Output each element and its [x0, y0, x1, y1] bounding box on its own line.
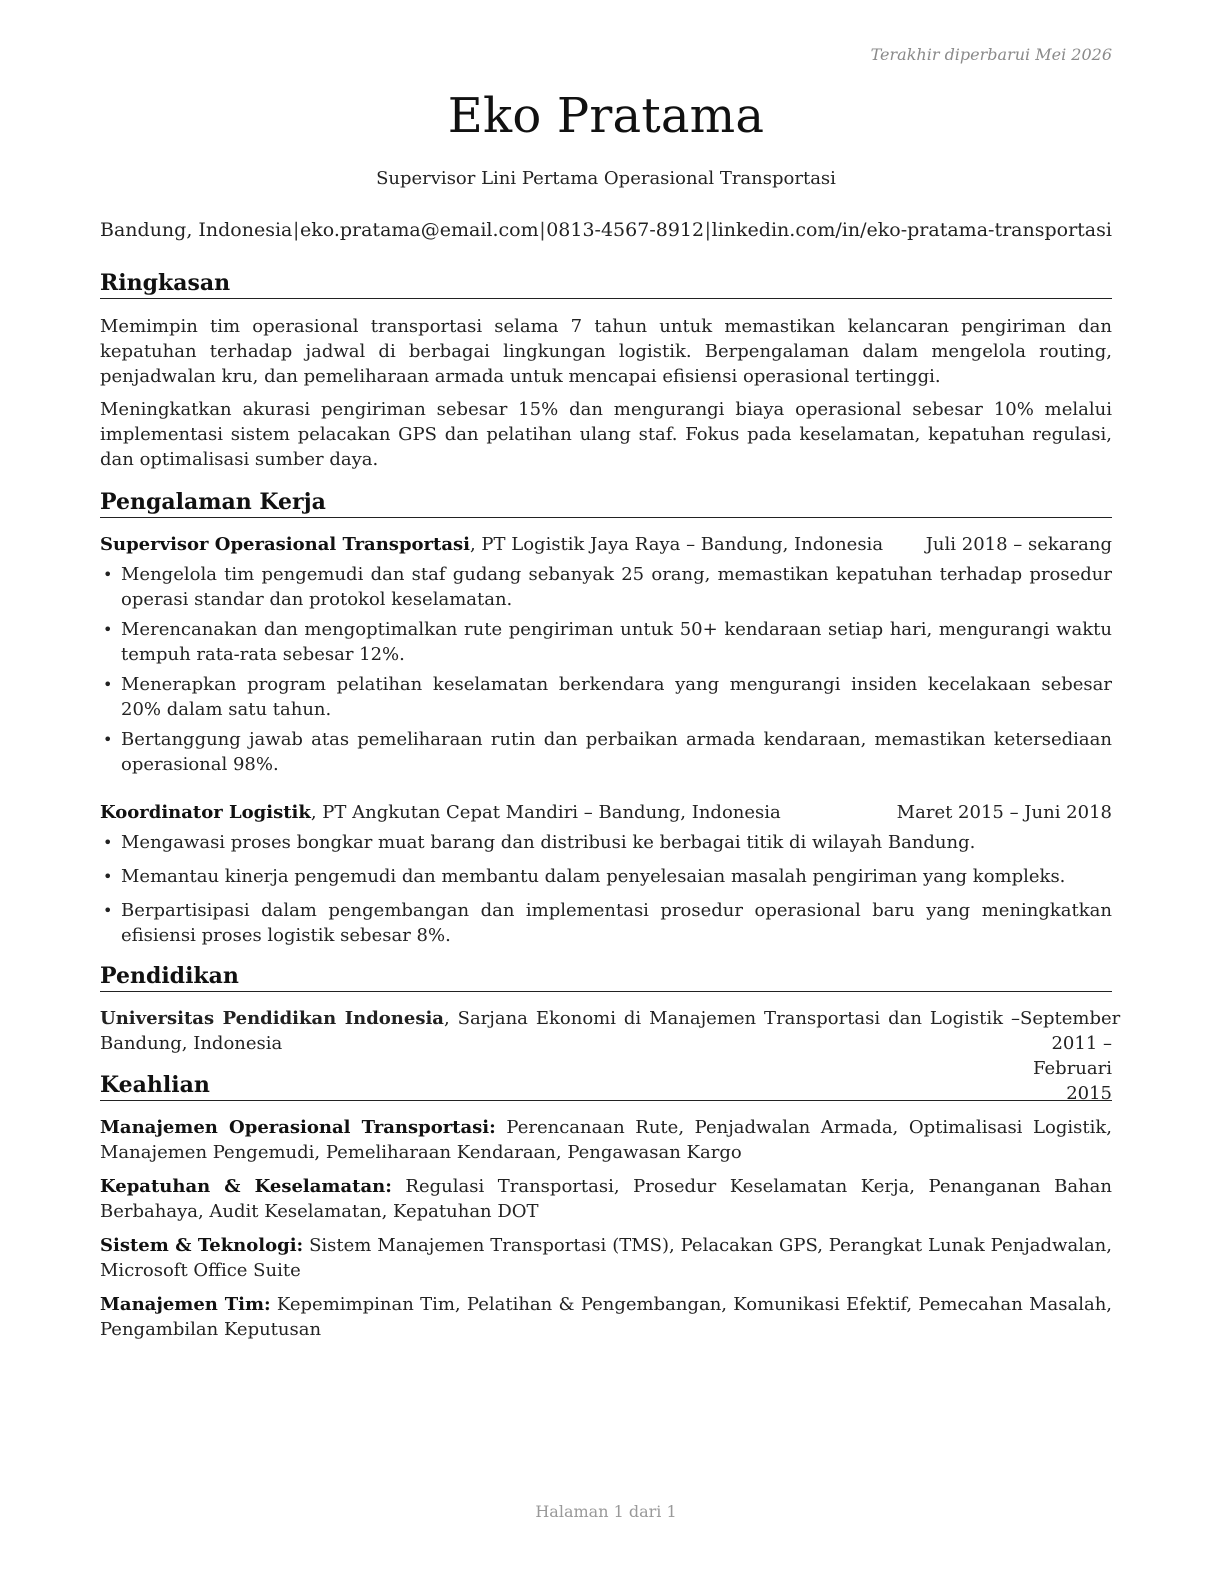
summary-section [100, 270, 1112, 472]
skills-section [100, 1072, 1112, 1342]
contact-separator: | [539, 219, 546, 241]
last-updated-note: Terakhir diperbarui Mei 2026 [870, 45, 1112, 64]
contact-email[interactable]: eko.pratama@email.com [299, 219, 539, 241]
job-bullet: • Merencanakan dan mengoptimalkan rute pengiriman untuk 50+ kendaraan setiap hari, mengurangi waktu tempuh rata-rata sebesar 12%. [103, 619, 1112, 665]
education-dates: September 2011 – Februari 2015 [1020, 1008, 1121, 1104]
job-title-company [100, 532, 883, 557]
bullet-icon: • [103, 620, 113, 639]
skill-label: Sistem & Teknologi: [100, 1235, 304, 1256]
contact-separator: | [704, 219, 712, 241]
skill-label: Manajemen Operasional Transportasi: [100, 1117, 496, 1138]
section-title-summary: Ringkasan [100, 270, 1112, 299]
job-company: , PT Angkutan Cepat Mandiri – Bandung, Indonesia [310, 802, 781, 823]
job-company: , PT Logistik Jaya Raya – Bandung, Indonesia [469, 534, 884, 555]
contact-location: Bandung, Indonesia [100, 219, 293, 241]
contact-line [100, 219, 1112, 241]
job-entry [100, 532, 1112, 777]
skill-label: Kepatuhan & Keselamatan: [100, 1176, 392, 1197]
job-bullet: • Berpartisipasi dalam pengembangan dan implementasi prosedur operasional baru yang meningkatkan efisiensi proses logistik sebesar 8%. [103, 900, 1112, 946]
job-dates: Maret 2015 – Juni 2018 [896, 802, 1112, 823]
section-title-education: Pendidikan [100, 963, 1112, 992]
skill-group: Kepatuhan & Keselamatan: Regulasi Transportasi, Prosedur Keselamatan Kerja, Penanganan Bahan Berbahaya, Audit Keselamatan, Kepatuhan DOT [100, 1176, 1112, 1222]
experience-section [100, 489, 1112, 948]
bullet-icon: • [103, 565, 113, 584]
job-header [100, 532, 1112, 557]
education-school: Universitas Pendidikan Indonesia [100, 1008, 444, 1029]
job-bullets [100, 562, 1112, 777]
candidate-role: Supervisor Lini Pertama Operasional Transportasi [376, 168, 836, 189]
candidate-name: Eko Pratama [447, 88, 765, 144]
job-bullet: • Menerapkan program pelatihan keselamatan berkendara yang mengurangi insiden kecelakaan sebesar 20% dalam satu tahun. [103, 674, 1112, 720]
bullet-icon: • [103, 833, 113, 852]
job-bullet: • Mengawasi proses bongkar muat barang dan distribusi ke berbagai titik di wilayah Bandung. [103, 832, 976, 853]
section-title-skills: Keahlian [100, 1072, 1112, 1101]
contact-linkedin[interactable]: linkedin.com/in/eko-pratama-transportasi [711, 219, 1112, 241]
resume-page [100, 0, 1121, 1584]
bullet-icon: • [103, 730, 113, 749]
job-bullets [100, 830, 1112, 948]
job-entry [100, 800, 1112, 948]
education-degree: Universitas Pendidikan Indonesia, Sarjana Ekonomi di Manajemen Transportasi dan Logistik – Bandung, Indonesia [100, 1008, 1020, 1054]
job-position: Supervisor Operasional Transportasi [100, 534, 470, 555]
job-header [100, 800, 1112, 825]
job-bullet: • Bertanggung jawab atas pemeliharaan rutin dan perbaikan armada kendaraan, memastikan ketersediaan operasional 98%. [103, 729, 1112, 775]
summary-paragraph: Meningkatkan akurasi pengiriman sebesar 15% dan mengurangi biaya operasional sebesar 10% melalui implementasi sistem pelacakan GPS dan pelatihan ulang staf. Fokus pada keselamatan, kepatuhan regulasi, dan optimalisasi sumber daya. [100, 399, 1112, 470]
skill-group: Manajemen Operasional Transportasi: Perencanaan Rute, Penjadwalan Armada, Optimalisasi Logistik, Manajemen Pengemudi, Pemeliharaan Kendaraan, Pengawasan Kargo [100, 1117, 1112, 1163]
job-title-company [100, 800, 781, 825]
page-footer: Halaman 1 dari 1 [535, 1502, 677, 1521]
job-position: Koordinator Logistik [100, 802, 311, 823]
bullet-icon: • [103, 867, 113, 886]
bullet-icon: • [103, 675, 113, 694]
skill-group: Manajemen Tim: Kepemimpinan Tim, Pelatihan & Pengembangan, Komunikasi Efektif, Pemecahan Masalah, Pengambilan Keputusan [100, 1294, 1113, 1340]
summary-paragraph: Memimpin tim operasional transportasi selama 7 tahun untuk memastikan kelancaran pengiriman dan kepatuhan terhadap jadwal di berbagai lingkungan logistik. Berpengalaman dalam mengelola routing, penjadwalan kru, dan pemeliharaan armada untuk mencapai efisiensi operasional tertinggi. [100, 316, 1112, 387]
section-title-experience: Pengalaman Kerja [100, 489, 1112, 518]
skill-group: Sistem & Teknologi: Sistem Manajemen Transportasi (TMS), Pelacakan GPS, Perangkat Lunak Penjadwalan, Microsoft Office Suite [100, 1235, 1112, 1281]
bullet-icon: • [103, 901, 113, 920]
job-bullet: • Memantau kinerja pengemudi dan membantu dalam penyelesaian masalah pengiriman yang kompleks. [103, 866, 1066, 887]
contact-separator: | [292, 219, 300, 241]
skill-label: Manajemen Tim: [100, 1294, 271, 1315]
job-dates: Juli 2018 – sekarang [925, 534, 1112, 555]
contact-phone: 0813-4567-8912 [546, 219, 705, 241]
job-bullet: • Mengelola tim pengemudi dan staf gudang sebanyak 25 orang, memastikan kepatuhan terhadap prosedur operasi standar dan protokol keselamatan. [103, 564, 1112, 610]
